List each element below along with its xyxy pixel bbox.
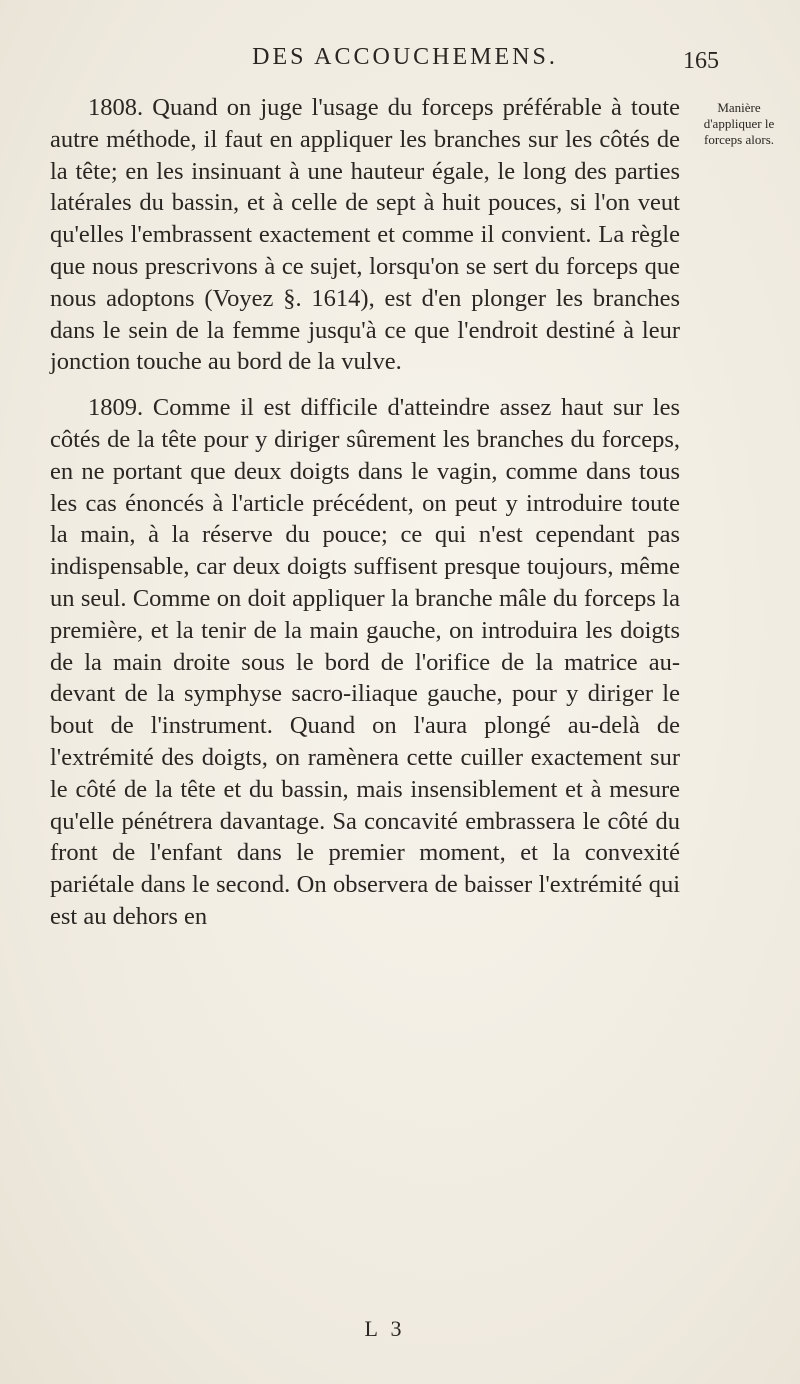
signature-mark: L 3 (364, 1316, 406, 1341)
paragraph-1809: 1809. Comme il est difficile d'atteindre assez haut sur les côtés de la tête pour y diriger sûrement les branches du forceps, en ne portant que deux doigts dans le vagin, comme dans tous les cas énoncés à l'article précédent, on peut y introduire toute la main, à la réserve du pouce; ce qui n'est cependant pas indispensable, car deux doigts suffisent presque toujours, même un seul. Comme on doit appliquer la branche mâle du forceps la première, et la tenir de la main gauche, on introduira les doigts de la main droite sous le bord de l'orifice de la matrice au-devant de la symphyse sacro-iliaque gauche, pour y diriger le bout de l'instrument. Quand on l'aura plongé au-delà de l'extrémité des doigts, on ramènera cette cuiller exactement sur le côté de la tête et du bassin, mais insensiblement et à mesure qu'elle pénétrera davantage. Sa concavité embrassera le côté du front de l'enfant dans le premier moment, et la convexité pariétale dans le second. On observera de baisser l'extrémité qui est au dehors en (50, 394, 680, 930)
margin-note: Manière d'appliquer le forceps alors. (703, 100, 775, 147)
paragraph-1808: 1808. Quand on juge l'usage du forceps préférable à toute autre méthode, il faut en appliquer les branches sur les côtés de la tête; en les insinuant à une hauteur égale, le long des parties latérales du bassin, et à celle de sept à huit pouces, si l'on veut qu'elles l'embrassent exactement et comme il convient. La règle que nous prescrivons à ce sujet, lorsqu'on se sert du forceps que nous adoptons (Voyez §. 1614), est d'en plonger les branches dans le sein de la femme jusqu'à ce que l'endroit destiné à leur jonction touche au bord de la vulve. (50, 94, 680, 376)
page-number: 165 (683, 48, 719, 74)
running-title: DES ACCOUCHEMENS. (252, 44, 558, 70)
page-header (0, 44, 800, 84)
body-text (50, 92, 680, 933)
